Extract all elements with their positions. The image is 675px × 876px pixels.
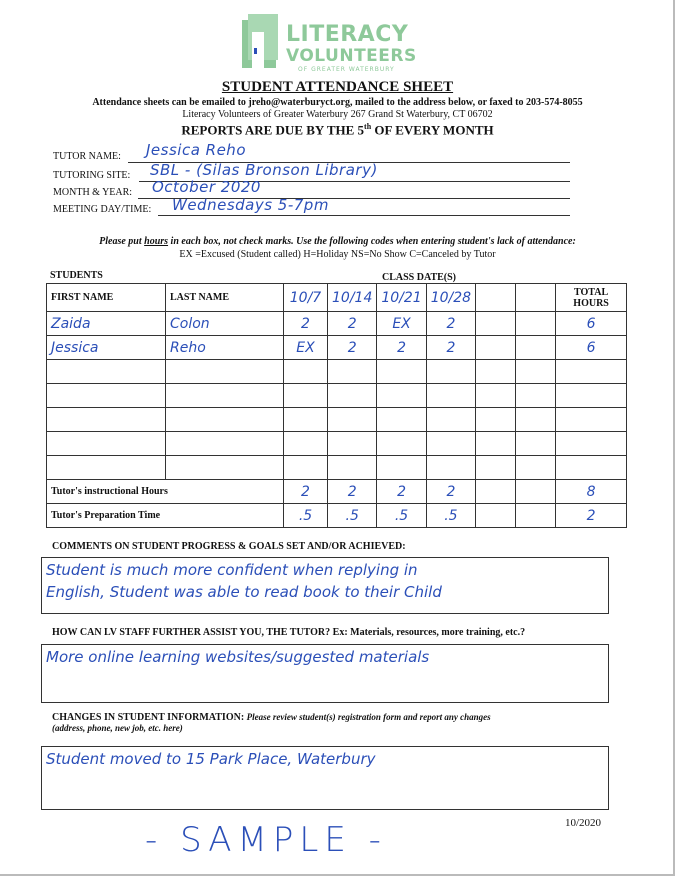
hours-cell[interactable]: [516, 384, 556, 408]
hours-cell[interactable]: 2: [328, 336, 377, 360]
hours-cell[interactable]: [426, 384, 475, 408]
total-cell[interactable]: [556, 456, 627, 480]
lv-logo: [238, 14, 418, 74]
changes-label-line2: (address, phone, new job, etc. here): [52, 723, 183, 733]
first-name-cell[interactable]: Jessica: [47, 336, 166, 360]
last-name-cell[interactable]: [166, 360, 284, 384]
sample-watermark: - SAMPLE -: [145, 820, 387, 860]
hours-cell[interactable]: [476, 504, 516, 528]
total-cell[interactable]: [556, 408, 627, 432]
hours-cell[interactable]: 2: [426, 312, 475, 336]
hours-cell[interactable]: [377, 360, 426, 384]
hours-cell[interactable]: .5: [426, 504, 475, 528]
changes-label-italic: Please review student(s) registration form and report any changes: [246, 712, 491, 722]
hours-cell[interactable]: [516, 480, 556, 504]
hours-cell[interactable]: [328, 456, 377, 480]
hours-cell[interactable]: [284, 384, 328, 408]
comments-heading: COMMENTS ON STUDENT PROGRESS & GOALS SET AND/OR ACHIEVED:: [52, 541, 406, 552]
hours-cell[interactable]: [516, 456, 556, 480]
hours-cell[interactable]: .5: [328, 504, 377, 528]
hours-cell[interactable]: [328, 360, 377, 384]
last-name-cell[interactable]: [166, 384, 284, 408]
table-row: [47, 432, 627, 456]
last-name-cell[interactable]: Reho: [166, 336, 284, 360]
attendance-instructions: Please put hours in each box, not check marks. Use the following codes when entering student's lack of attendance:: [99, 236, 576, 247]
month-year-value[interactable]: October 2020: [152, 178, 261, 196]
tutor-name-label: TUTOR NAME:: [53, 151, 121, 162]
tutoring-site-label: TUTORING SITE:: [53, 170, 131, 181]
mailing-address: Literacy Volunteers of Greater Waterbury 267 Grand St Waterbury, CT 06702: [182, 109, 493, 120]
hours-cell[interactable]: .5: [377, 504, 426, 528]
preparation-time-row: [47, 504, 627, 528]
attendance-codes: EX =Excused (Student called) H=Holiday NS=No Show C=Canceled by Tutor: [179, 249, 496, 260]
date-header[interactable]: 10/21: [377, 284, 426, 312]
date-header[interactable]: 10/28: [426, 284, 475, 312]
first-name-cell[interactable]: [47, 408, 166, 432]
meeting-time-value[interactable]: Wednesdays 5-7pm: [172, 196, 329, 214]
preparation-time-label: Tutor's Preparation Time: [47, 504, 284, 528]
last-name-header: LAST NAME: [166, 284, 284, 312]
book-logo-icon: [238, 14, 282, 72]
hours-cell[interactable]: EX: [284, 336, 328, 360]
changes-label-bold: CHANGES IN STUDENT INFORMATION:: [52, 712, 245, 723]
table-row: [47, 336, 627, 360]
due-notice: REPORTS ARE DUE BY THE 5th OF EVERY MONTH: [181, 122, 494, 138]
total-cell[interactable]: 6: [556, 312, 627, 336]
assist-heading: HOW CAN LV STAFF FURTHER ASSIST YOU, THE TUTOR? Ex: Materials, resources, more training, etc.?: [52, 627, 526, 638]
hours-cell[interactable]: [516, 408, 556, 432]
hours-cell[interactable]: [516, 432, 556, 456]
first-name-cell[interactable]: [47, 384, 166, 408]
hours-cell[interactable]: 2: [426, 336, 475, 360]
tutor-name-value[interactable]: Jessica Reho: [146, 141, 246, 159]
attendance-table: [46, 283, 627, 528]
sheet-title: STUDENT ATTENDANCE SHEET: [221, 79, 454, 95]
first-name-cell[interactable]: Zaida: [47, 312, 166, 336]
total-cell[interactable]: [556, 360, 627, 384]
instructional-hours-label: Tutor's instructional Hours: [47, 480, 284, 504]
table-row: [47, 456, 627, 480]
hours-cell[interactable]: [516, 360, 556, 384]
changes-box[interactable]: [41, 746, 609, 810]
hours-cell[interactable]: 2: [328, 480, 377, 504]
hours-cell[interactable]: [284, 432, 328, 456]
hours-cell[interactable]: [284, 456, 328, 480]
meeting-time-line: [158, 215, 570, 216]
last-name-cell[interactable]: [166, 408, 284, 432]
table-row: [47, 312, 627, 336]
hours-cell[interactable]: [516, 312, 556, 336]
date-header[interactable]: 10/7: [284, 284, 328, 312]
hours-cell[interactable]: [476, 336, 516, 360]
hours-cell[interactable]: [377, 384, 426, 408]
hours-cell[interactable]: 2: [328, 312, 377, 336]
hours-cell[interactable]: [476, 408, 516, 432]
instructional-hours-row: [47, 480, 627, 504]
first-name-header: FIRST NAME: [47, 284, 166, 312]
total-cell[interactable]: 6: [556, 336, 627, 360]
hours-cell[interactable]: [476, 480, 516, 504]
assist-text: More online learning websites/suggested materials: [46, 648, 430, 666]
hours-cell[interactable]: 2: [284, 480, 328, 504]
total-hours-header: [556, 284, 627, 312]
hours-cell[interactable]: [284, 360, 328, 384]
first-name-cell[interactable]: [47, 360, 166, 384]
date-header[interactable]: [476, 284, 516, 312]
hours-cell[interactable]: [328, 384, 377, 408]
total-cell[interactable]: 2: [556, 504, 627, 528]
last-name-cell[interactable]: [166, 456, 284, 480]
hours-cell[interactable]: [377, 408, 426, 432]
students-heading: STUDENTS: [50, 270, 103, 281]
hours-cell[interactable]: [426, 432, 475, 456]
logo-literacy: LITERACY: [286, 22, 409, 47]
comments-box[interactable]: [41, 557, 609, 614]
changes-heading: [52, 712, 491, 734]
assist-box[interactable]: [41, 644, 609, 703]
hours-cell[interactable]: 2: [377, 336, 426, 360]
comments-line1: Student is much more confident when replying in: [46, 561, 418, 579]
last-name-cell[interactable]: [166, 432, 284, 456]
hours-cell[interactable]: .5: [284, 504, 328, 528]
total-header-line2: HOURS: [573, 297, 609, 309]
hours-cell[interactable]: [284, 408, 328, 432]
first-name-cell[interactable]: [47, 456, 166, 480]
hours-cell[interactable]: [377, 432, 426, 456]
hours-cell[interactable]: [426, 360, 475, 384]
total-cell[interactable]: [556, 432, 627, 456]
form-version: 10/2020: [565, 817, 602, 829]
hours-cell[interactable]: [516, 504, 556, 528]
hours-cell[interactable]: 2: [284, 312, 328, 336]
hours-cell[interactable]: [476, 360, 516, 384]
hours-cell[interactable]: [328, 432, 377, 456]
hours-cell[interactable]: [426, 408, 475, 432]
comments-line2: English, Student was able to read book to their Child: [46, 583, 442, 601]
hours-cell[interactable]: [476, 432, 516, 456]
logo-subtitle: OF GREATER WATERBURY: [298, 66, 395, 73]
email-instructions: Attendance sheets can be emailed to jreho@waterburyct.org, mailed to the address below, or faxed to 203-574-8055: [92, 97, 583, 108]
month-year-label: MONTH & YEAR:: [53, 187, 133, 198]
tutoring-site-value[interactable]: SBL - (Silas Bronson Library): [150, 161, 378, 179]
hours-cell[interactable]: [516, 336, 556, 360]
changes-text: Student moved to 15 Park Place, Waterbury: [46, 750, 376, 768]
class-dates-heading: CLASS DATE(S): [382, 272, 456, 283]
hours-cell[interactable]: [476, 456, 516, 480]
first-name-cell[interactable]: [47, 432, 166, 456]
last-name-cell[interactable]: Colon: [166, 312, 284, 336]
hours-cell[interactable]: [476, 384, 516, 408]
hours-cell[interactable]: [476, 312, 516, 336]
table-row: [47, 408, 627, 432]
total-header-line1: TOTAL: [574, 286, 609, 298]
hours-cell[interactable]: 2: [377, 480, 426, 504]
date-header[interactable]: [516, 284, 556, 312]
date-header[interactable]: 10/14: [328, 284, 377, 312]
hours-cell[interactable]: [328, 408, 377, 432]
meeting-time-label: MEETING DAY/TIME:: [53, 204, 152, 215]
table-header-row: [47, 284, 627, 312]
hours-cell[interactable]: [426, 456, 475, 480]
logo-volunteers: VOLUNTEERS: [286, 46, 417, 66]
hours-cell[interactable]: [377, 456, 426, 480]
table-row: [47, 360, 627, 384]
hours-cell[interactable]: 2: [426, 480, 475, 504]
hours-cell[interactable]: EX: [377, 312, 426, 336]
total-cell[interactable]: [556, 384, 627, 408]
table-row: [47, 384, 627, 408]
total-cell[interactable]: 8: [556, 480, 627, 504]
